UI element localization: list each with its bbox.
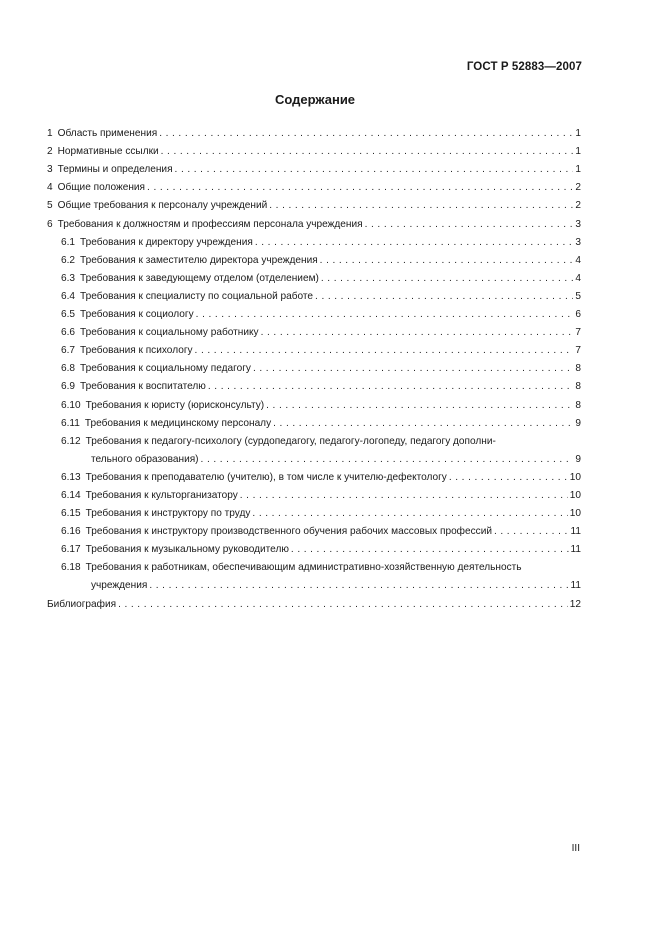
toc-entry-page: 4 [575, 254, 581, 266]
toc-entry-title: Требования к педагогу-психологу (сурдопедагогу, педагогу-логопеду, педагогу дополни- [85, 435, 496, 447]
toc-entry-page: 10 [569, 508, 581, 520]
toc-entry-line [61, 430, 581, 448]
toc-title: Содержание [274, 92, 356, 107]
dot-leader [269, 199, 573, 212]
toc-entry[interactable] [47, 303, 581, 321]
toc-entry-page: 12 [569, 598, 581, 610]
table-of-contents [47, 122, 581, 611]
toc-entry-page: 7 [575, 345, 581, 357]
toc-entry[interactable] [47, 357, 581, 375]
toc-entry-title: Требования к медицинскому персоналу [84, 417, 272, 429]
toc-entry-title: Требования к социологу [80, 309, 194, 321]
toc-entry-title: Термины и определения [57, 164, 173, 176]
dot-leader [201, 453, 574, 466]
toc-entry-page: 8 [575, 363, 581, 375]
toc-entry-title: Общие положения [57, 182, 146, 194]
toc-entry-page: 1 [575, 128, 581, 140]
toc-entry[interactable] [47, 502, 581, 520]
toc-entry-page: 2 [575, 182, 581, 194]
toc-entry-page: 2 [575, 200, 581, 212]
toc-entry-number: 6.10 [61, 399, 81, 411]
toc-entry-page: 1 [575, 146, 581, 158]
toc-entry[interactable] [47, 249, 581, 267]
toc-entry-number: 6.3 [61, 272, 76, 284]
page-folio: III [571, 843, 580, 854]
toc-entry[interactable] [47, 520, 581, 538]
toc-entry-line [61, 556, 581, 574]
toc-entry-title: Требования к социальному работнику [80, 327, 259, 339]
toc-entry-continuation [61, 448, 581, 466]
toc-entry-title: Требования к инструктору производственного обучения рабочих массовых профессий [85, 526, 492, 538]
toc-entry-title: Требования к музыкальному руководителю [85, 544, 289, 556]
dot-leader [147, 181, 573, 194]
toc-entry-number: 6.2 [61, 254, 76, 266]
toc-entry[interactable] [47, 556, 581, 592]
toc-entry-number: 1 [47, 128, 53, 140]
toc-entry-title: Общие требования к персоналу учреждений [57, 200, 268, 212]
toc-entry-page: 8 [575, 399, 581, 411]
toc-entry[interactable] [47, 122, 581, 140]
toc-entry-title: Требования к психологу [80, 345, 193, 357]
dot-leader [118, 598, 568, 611]
toc-entry-title: Требования к культорганизатору [85, 489, 238, 501]
toc-entry-number: 6.12 [61, 435, 81, 447]
toc-entry-number: 6.17 [61, 544, 81, 556]
toc-entry-title: Нормативные ссылки [57, 146, 159, 158]
toc-entry-title: Требования к инструктору по труду [85, 508, 251, 520]
toc-entry-title: Требования к воспитателю [80, 381, 206, 393]
dot-leader [320, 254, 574, 267]
toc-entry-number: 4 [47, 182, 53, 194]
toc-entry-title: Требования к должностям и профессиям персонала учреждения [57, 218, 363, 230]
toc-entry-title: Требования к работникам, обеспечивающим административно-хозяйственную деятельность [85, 562, 522, 574]
toc-entry[interactable] [47, 285, 581, 303]
dot-leader [273, 417, 573, 430]
toc-entry[interactable] [47, 538, 581, 556]
dot-leader [365, 218, 574, 231]
toc-entry[interactable] [47, 176, 581, 194]
toc-entry-continuation [61, 574, 581, 592]
toc-entry-number: 6.11 [61, 417, 80, 429]
dot-leader [149, 579, 568, 592]
toc-entry[interactable] [47, 231, 581, 249]
toc-entry[interactable] [47, 484, 581, 502]
toc-entry-number: 6.13 [61, 471, 81, 483]
toc-entry-number: 6.8 [61, 363, 76, 375]
toc-entry-page: 6 [575, 309, 581, 321]
toc-entry[interactable] [47, 212, 581, 230]
dot-leader [255, 236, 574, 249]
toc-entry-page: 11 [570, 580, 581, 592]
toc-entry-number: 5 [47, 200, 53, 212]
toc-entry-title: Библиография [47, 598, 117, 610]
toc-entry-page: 5 [575, 290, 581, 302]
toc-entry[interactable] [47, 267, 581, 285]
dot-leader [253, 362, 573, 375]
dot-leader [175, 163, 574, 176]
toc-entry[interactable] [47, 140, 581, 158]
toc-entry-number: 6.5 [61, 309, 76, 321]
toc-entry-title: Требования к преподавателю (учителю), в том числе к учителю-дефектологу [85, 471, 447, 483]
toc-entry-page: 11 [570, 526, 581, 538]
toc-entry-number: 6.14 [61, 489, 81, 501]
toc-entry-page: 9 [575, 417, 581, 429]
toc-entry-title: Область применения [57, 128, 158, 140]
toc-entry-title: Требования к заместителю директора учреждения [80, 254, 318, 266]
toc-entry-bibliography[interactable] [47, 592, 581, 610]
dot-leader [195, 344, 574, 357]
toc-entry-number: 6.6 [61, 327, 76, 339]
dot-leader [159, 127, 573, 140]
toc-entry-page: 10 [569, 489, 581, 501]
toc-entry-number: 6.15 [61, 508, 81, 520]
dot-leader [161, 145, 574, 158]
toc-entry-page: 8 [575, 381, 581, 393]
toc-entry[interactable] [47, 466, 581, 484]
toc-entry-number: 6.4 [61, 290, 76, 302]
toc-entry-page: 7 [575, 327, 581, 339]
toc-entry-page: 4 [575, 272, 581, 284]
dot-leader [252, 507, 567, 520]
dot-leader [196, 308, 574, 321]
toc-entry-title: Требования к директору учреждения [80, 236, 253, 248]
toc-entry-title: Требования к заведующему отделом (отделением) [80, 272, 319, 284]
toc-entry[interactable] [47, 321, 581, 339]
dot-leader [208, 380, 573, 393]
toc-entry-page: 1 [575, 164, 581, 176]
toc-entry-number: 6.16 [61, 526, 81, 538]
toc-entry-number: 3 [47, 164, 53, 176]
toc-entry[interactable] [47, 412, 581, 430]
toc-entry-title: Требования к специалисту по социальной работе [80, 290, 314, 302]
toc-entry-title: Требования к социальному педагогу [80, 363, 251, 375]
dot-leader [494, 525, 569, 538]
dot-leader [261, 326, 574, 339]
toc-entry-page: 9 [575, 453, 581, 465]
toc-entry[interactable] [47, 339, 581, 357]
toc-entry-title-continued: учреждения [91, 580, 148, 592]
toc-entry[interactable] [47, 393, 581, 411]
toc-entry-number: 6 [47, 218, 53, 230]
toc-entry-number: 6.7 [61, 345, 76, 357]
toc-entry-page: 11 [570, 544, 581, 556]
toc-entry-title-continued: тельного образования) [91, 453, 199, 465]
dot-leader [321, 272, 574, 285]
toc-entry[interactable] [47, 430, 581, 466]
toc-entry-number: 6.1 [61, 236, 76, 248]
toc-entry-number: 6.9 [61, 381, 76, 393]
toc-entry[interactable] [47, 158, 581, 176]
toc-entry-number: 6.18 [61, 562, 81, 574]
toc-entry-number: 2 [47, 146, 53, 158]
dot-leader [266, 399, 573, 412]
dot-leader [449, 471, 568, 484]
toc-entry-page: 3 [575, 236, 581, 248]
toc-entry-page: 3 [575, 218, 581, 230]
dot-leader [291, 543, 569, 556]
toc-entry[interactable] [47, 375, 581, 393]
toc-entry-title: Требования к юристу (юрисконсульту) [85, 399, 265, 411]
document-code: ГОСТ Р 52883—2007 [466, 61, 582, 73]
dot-leader [315, 290, 573, 303]
dot-leader [240, 489, 568, 502]
toc-entry-page: 10 [569, 471, 581, 483]
toc-entry[interactable] [47, 194, 581, 212]
